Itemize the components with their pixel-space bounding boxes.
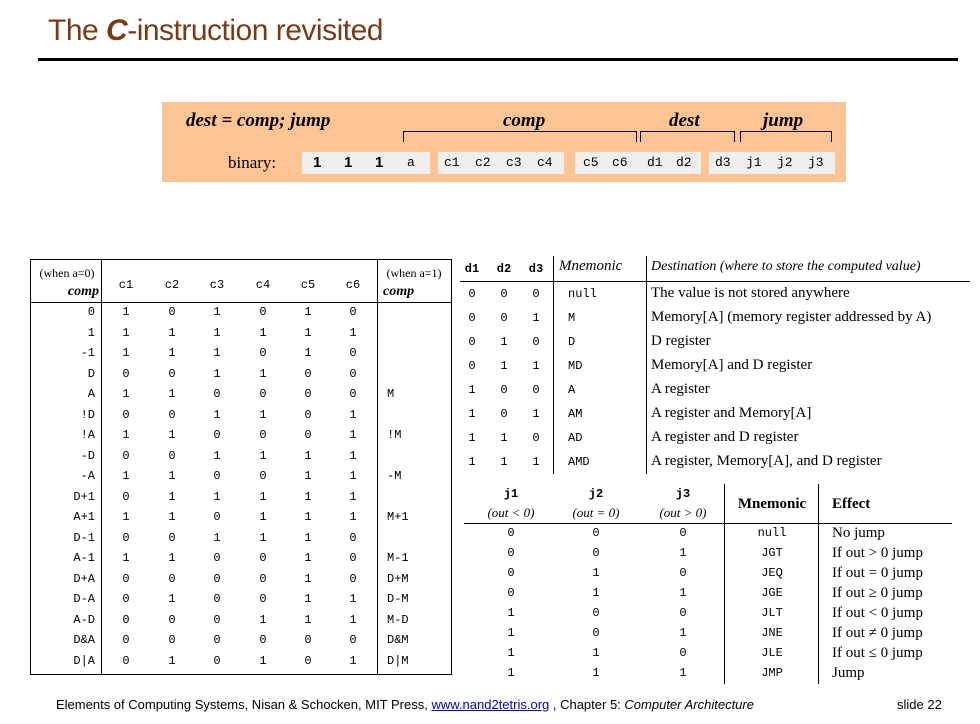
comp-bit-cell: 1 <box>304 326 312 340</box>
dest-mnemonic: M <box>568 311 576 325</box>
comp-col-header: c3 <box>209 278 225 292</box>
dest-bit: d3 <box>715 155 731 170</box>
jump-header-j3-cond: (out > 0) <box>659 505 707 520</box>
jump-table <box>464 484 952 684</box>
comp-bit-cell: 0 <box>259 572 267 586</box>
jump-bit-cell: 1 <box>679 666 687 680</box>
slide-title: The C-instruction revisited <box>48 14 383 47</box>
comp-bit-cell: 1 <box>349 654 357 668</box>
jump-effect: If out > 0 jump <box>832 545 923 561</box>
jump-bit-cell: 0 <box>592 626 600 640</box>
comp-dest-bits-group <box>575 152 701 174</box>
comp-a0-mnemonic: 0 <box>87 305 95 319</box>
dest-bit-cell: 0 <box>468 335 476 349</box>
dest-header-d2: d2 <box>496 262 512 276</box>
jump-mnemonic: null <box>757 526 787 540</box>
comp-a1-mnemonic: M-D <box>387 613 409 627</box>
comp-bit-cell: 0 <box>122 572 130 586</box>
dest-bit-cell: 0 <box>500 383 508 397</box>
comp-bit-cell: 1 <box>122 387 130 401</box>
dest-bit-cell: 0 <box>532 287 540 301</box>
dest-bit-cell: 1 <box>468 383 476 397</box>
comp-bit-cell: 0 <box>349 572 357 586</box>
dest-bracket <box>640 131 735 142</box>
comp-bit-cell: 1 <box>168 326 176 340</box>
comp-a1-mnemonic: M <box>387 387 395 401</box>
comp-bit-cell: 1 <box>304 551 312 565</box>
comp-a0-mnemonic: D <box>87 367 95 381</box>
comp-bit-cell: 0 <box>259 428 267 442</box>
jump-effect: If out ≥ 0 jump <box>832 585 923 601</box>
comp-bit-cell: 1 <box>213 367 221 381</box>
comp-table-header-rule <box>31 302 451 303</box>
comp-a0-note: (when a=0) <box>39 266 95 280</box>
comp-bit-cell: 0 <box>122 531 130 545</box>
jump-bit-cell: 1 <box>679 546 687 560</box>
comp-a0-mnemonic: D|A <box>73 654 95 668</box>
comp-a0-header: comp <box>67 284 99 299</box>
comp-bit-cell: 1 <box>304 490 312 504</box>
comp-a0-mnemonic: D+A <box>73 572 95 586</box>
comp-bit-cell: 1 <box>168 469 176 483</box>
title-c-emphasis: C <box>106 14 128 47</box>
dest-mnemonic: AM <box>568 407 583 421</box>
comp-bit-cell: 0 <box>349 387 357 401</box>
comp-a0-mnemonic: A-1 <box>73 551 95 565</box>
dest-bit-cell: 1 <box>532 311 540 325</box>
prefix-bit: 1 <box>344 154 353 171</box>
jump-mnemonic: JLE <box>761 646 783 660</box>
dest-mnemonic: A <box>568 383 576 397</box>
jump-effect: Jump <box>832 665 865 681</box>
comp-bit-cell: 0 <box>259 305 267 319</box>
dest-description: Memory[A] (memory register addressed by A) <box>651 309 932 325</box>
comp-bit-cell: 1 <box>213 305 221 319</box>
comp-bit-cell: 0 <box>122 367 130 381</box>
jump-bit-cell: 0 <box>507 586 515 600</box>
comp-bit-cell: 0 <box>304 633 312 647</box>
comp-a0-mnemonic: D-A <box>73 592 95 606</box>
jump-effect: If out ≤ 0 jump <box>832 645 923 661</box>
jump-bit-cell: 1 <box>679 626 687 640</box>
comp-bracket <box>403 131 637 142</box>
comp-a0-mnemonic: -D <box>80 449 95 463</box>
comp-bit-cell: 1 <box>213 531 221 545</box>
jump-bit-cell: 0 <box>507 526 515 540</box>
jump-header-j1-cond: (out < 0) <box>487 505 535 520</box>
comp-bit-cell: 1 <box>122 551 130 565</box>
jump-bracket <box>740 131 832 142</box>
jump-bit-cell: 1 <box>592 646 600 660</box>
comp-bit-cell: 0 <box>213 592 221 606</box>
dest-field-label: dest <box>669 110 700 131</box>
slide-number: slide 22 <box>897 697 942 712</box>
dest-description: A register, Memory[A], and D register <box>651 453 882 469</box>
jump-bit-cell: 1 <box>592 666 600 680</box>
comp-bit-cell: 1 <box>168 490 176 504</box>
nand2tetris-link[interactable]: www.nand2tetris.org <box>431 697 550 712</box>
comp-a0-mnemonic: A+1 <box>73 510 95 524</box>
comp-bit-cell: 0 <box>168 613 176 627</box>
comp-bit: c2 <box>475 155 491 170</box>
comp-bit-cell: 1 <box>304 613 312 627</box>
jump-bit-cell: 1 <box>679 586 687 600</box>
dest-divider <box>646 256 647 474</box>
prefix-bit: 1 <box>375 154 384 171</box>
dest-bit-cell: 0 <box>532 431 540 445</box>
comp-bit-cell: 0 <box>168 367 176 381</box>
comp-bit-cell: 1 <box>349 469 357 483</box>
prefix-bits <box>302 152 430 174</box>
comp-a0-mnemonic: !A <box>80 428 95 442</box>
comp-bit-cell: 1 <box>259 408 267 422</box>
dest-description: A register <box>651 381 710 397</box>
dest-header-mnemonic: Mnemonic <box>559 258 623 274</box>
comp-a0-mnemonic: !D <box>80 408 95 422</box>
comp-a0-mnemonic: D+1 <box>73 490 95 504</box>
footer: Elements of Computing Systems, Nisan & Schocken, MIT Press, www.nand2tetris.org , Chapter 5: Computer Architecture <box>56 697 754 712</box>
comp-col-header: c5 <box>300 278 316 292</box>
comp-a0-mnemonic: A <box>87 387 95 401</box>
comp-bit-cell: 1 <box>259 654 267 668</box>
comp-a1-mnemonic: D&M <box>387 633 409 647</box>
jump-header-j2: j2 <box>588 487 604 501</box>
jump-effect: If out < 0 jump <box>832 605 923 621</box>
jump-mnemonic: JGE <box>761 586 783 600</box>
comp-bit-cell: 1 <box>304 510 312 524</box>
comp-bit-cell: 1 <box>349 613 357 627</box>
comp-bit-cell: 0 <box>213 633 221 647</box>
jump-bit-cell: 1 <box>507 666 515 680</box>
syntax-label: dest = comp; jump <box>186 110 331 131</box>
comp-bit-cell: 1 <box>304 469 312 483</box>
comp-a1-header: comp <box>383 284 415 299</box>
comp-bit-cell: 1 <box>168 551 176 565</box>
comp-bit-cell: 1 <box>122 346 130 360</box>
comp-bit-cell: 0 <box>349 633 357 647</box>
jump-bit-cell: 0 <box>679 606 687 620</box>
comp-bit-cell: 0 <box>168 305 176 319</box>
comp-bit-cell: 1 <box>122 326 130 340</box>
comp-col-header: c1 <box>118 278 134 292</box>
comp-bit-cell: 1 <box>304 572 312 586</box>
dest-bit-cell: 0 <box>500 311 508 325</box>
comp-bit-cell: 1 <box>259 613 267 627</box>
jump-divider <box>724 484 725 684</box>
comp-a1-mnemonic: M-1 <box>387 551 409 565</box>
dest-header-rule <box>460 281 970 282</box>
comp-table-divider <box>101 260 102 674</box>
jump-bit: j2 <box>777 155 793 170</box>
comp-bit-cell: 1 <box>122 510 130 524</box>
jump-bit-cell: 0 <box>592 606 600 620</box>
jump-mnemonic: JMP <box>761 666 783 680</box>
dest-bit-cell: 0 <box>532 335 540 349</box>
jump-bit-cell: 0 <box>592 546 600 560</box>
chapter-title: Computer Architecture <box>624 697 754 712</box>
dest-bit-cell: 1 <box>468 455 476 469</box>
dest-header-destination: Destination (where to store the computed value) <box>651 259 921 274</box>
comp-bit-cell: 0 <box>349 367 357 381</box>
jump-bit-cell: 0 <box>679 526 687 540</box>
comp-bit-cell: 1 <box>168 654 176 668</box>
comp-bit-cell: 0 <box>304 428 312 442</box>
dest-bit-cell: 1 <box>500 455 508 469</box>
comp-bit-cell: 1 <box>259 367 267 381</box>
comp-bit: c6 <box>612 155 628 170</box>
comp-bit-cell: 0 <box>349 346 357 360</box>
comp-bit-cell: 0 <box>213 428 221 442</box>
dest-bit-cell: 1 <box>500 431 508 445</box>
comp-bit-cell: 0 <box>168 449 176 463</box>
comp-bit-cell: 0 <box>168 408 176 422</box>
comp-table <box>30 259 452 675</box>
comp-bit-cell: 0 <box>213 510 221 524</box>
dest-jump-bits-group <box>709 152 835 174</box>
jump-mnemonic: JNE <box>761 626 783 640</box>
dest-bit-cell: 0 <box>532 383 540 397</box>
jump-effect: If out ≠ 0 jump <box>832 625 923 641</box>
comp-bit-cell: 0 <box>122 654 130 668</box>
comp-bit-cell: 1 <box>168 510 176 524</box>
dest-description: The value is not stored anywhere <box>651 285 850 301</box>
dest-bit-cell: 0 <box>500 407 508 421</box>
comp-field-label: comp <box>503 110 546 131</box>
jump-header-rule <box>464 523 952 524</box>
jump-bit: j1 <box>746 155 762 170</box>
comp-bit-cell: 1 <box>349 326 357 340</box>
dest-bit-cell: 0 <box>500 287 508 301</box>
jump-header-j3: j3 <box>675 487 691 501</box>
comp-col-header: c4 <box>255 278 271 292</box>
comp-bit: c5 <box>583 155 599 170</box>
comp-bit-cell: 0 <box>259 387 267 401</box>
comp-bit-cell: 0 <box>304 408 312 422</box>
comp-a1-mnemonic: D+M <box>387 572 409 586</box>
dest-mnemonic: D <box>568 335 576 349</box>
comp-bit-cell: 1 <box>213 449 221 463</box>
dest-mnemonic: AMD <box>568 455 590 469</box>
comp-bit-cell: 0 <box>304 367 312 381</box>
comp-bit-cell: 1 <box>304 346 312 360</box>
jump-divider <box>818 484 819 684</box>
dest-bit-cell: 1 <box>532 455 540 469</box>
title-rule <box>38 58 958 61</box>
comp-a0-mnemonic: 1 <box>87 326 95 340</box>
comp-bit-cell: 1 <box>304 531 312 545</box>
dest-divider <box>553 256 554 474</box>
comp-a0-mnemonic: D&A <box>73 633 95 647</box>
comp-bit-cell: 0 <box>122 449 130 463</box>
jump-bit-cell: 0 <box>592 526 600 540</box>
comp-bit-cell: 0 <box>259 633 267 647</box>
comp-bit-cell: 1 <box>259 490 267 504</box>
dest-header-d1: d1 <box>464 262 480 276</box>
comp-bit-cell: 1 <box>213 490 221 504</box>
dest-bit-cell: 1 <box>500 335 508 349</box>
comp-a1-mnemonic: !M <box>387 428 402 442</box>
comp-bit-cell: 1 <box>168 428 176 442</box>
comp-a0-mnemonic: -A <box>80 469 95 483</box>
comp-bit-cell: 1 <box>213 346 221 360</box>
dest-bit-cell: 0 <box>468 287 476 301</box>
jump-bit-cell: 0 <box>679 566 687 580</box>
dest-bit-cell: 1 <box>468 431 476 445</box>
comp-bit-cell: 0 <box>213 469 221 483</box>
comp-a0-mnemonic: D-1 <box>73 531 95 545</box>
comp-bit-cell: 1 <box>349 428 357 442</box>
comp-bit-cell: 1 <box>122 469 130 483</box>
jump-header-mnemonic: Mnemonic <box>737 496 807 512</box>
jump-bit-cell: 0 <box>679 646 687 660</box>
comp-bit-cell: 1 <box>349 592 357 606</box>
a-bit: a <box>407 155 415 170</box>
prefix-bit: 1 <box>313 154 322 171</box>
comp-bit-cell: 1 <box>259 531 267 545</box>
comp-a0-mnemonic: A-D <box>73 613 95 627</box>
comp-bit-cell: 1 <box>168 387 176 401</box>
comp-bit-cell: 1 <box>304 592 312 606</box>
comp-bit-cell: 1 <box>213 326 221 340</box>
jump-header-j2-cond: (out = 0) <box>572 505 620 520</box>
jump-mnemonic: JEQ <box>761 566 783 580</box>
comp-bit-cell: 1 <box>168 592 176 606</box>
comp-a0-mnemonic: -1 <box>80 346 95 360</box>
comp-bit: c1 <box>444 155 460 170</box>
jump-bit-cell: 1 <box>592 566 600 580</box>
comp-a1-note: (when a=1) <box>386 266 442 280</box>
comp-bit-cell: 0 <box>259 551 267 565</box>
comp-bit-cell: 0 <box>122 613 130 627</box>
comp-bit-cell: 0 <box>259 346 267 360</box>
comp-table-divider <box>377 260 378 674</box>
comp-bit-cell: 1 <box>122 428 130 442</box>
dest-description: A register and Memory[A] <box>651 405 812 421</box>
instruction-format-box <box>162 102 846 182</box>
dest-description: Memory[A] and D register <box>651 357 813 373</box>
comp-bit-cell: 0 <box>122 490 130 504</box>
dest-bit-cell: 1 <box>468 407 476 421</box>
comp-bit: c4 <box>537 155 553 170</box>
dest-table <box>460 256 970 474</box>
jump-field-label: jump <box>763 110 804 131</box>
jump-bit: j3 <box>808 155 824 170</box>
jump-bit-cell: 0 <box>507 546 515 560</box>
comp-bit: c3 <box>506 155 522 170</box>
comp-bit-cell: 0 <box>168 633 176 647</box>
dest-mnemonic: AD <box>568 431 583 445</box>
dest-bit-cell: 0 <box>468 359 476 373</box>
comp-bit-cell: 0 <box>122 633 130 647</box>
jump-bit-cell: 1 <box>507 626 515 640</box>
jump-header-j1: j1 <box>503 487 519 501</box>
dest-description: D register <box>651 333 711 349</box>
comp-a1-mnemonic: D|M <box>387 654 409 668</box>
dest-bit: d1 <box>647 155 663 170</box>
comp-bit-cell: 0 <box>168 531 176 545</box>
comp-bit-cell: 0 <box>259 469 267 483</box>
comp-bits-group-a <box>438 152 564 174</box>
dest-bit-cell: 1 <box>532 359 540 373</box>
comp-a1-mnemonic: M+1 <box>387 510 409 524</box>
jump-bit-cell: 1 <box>507 606 515 620</box>
dest-bit-cell: 1 <box>532 407 540 421</box>
dest-bit-cell: 0 <box>468 311 476 325</box>
jump-effect: If out = 0 jump <box>832 565 923 581</box>
comp-bit-cell: 0 <box>349 531 357 545</box>
comp-bit-cell: 1 <box>259 449 267 463</box>
jump-mnemonic: JGT <box>761 546 783 560</box>
dest-mnemonic: MD <box>568 359 583 373</box>
dest-description: A register and D register <box>651 429 799 445</box>
comp-bit-cell: 1 <box>349 510 357 524</box>
jump-bit-cell: 1 <box>507 646 515 660</box>
comp-bit-cell: 0 <box>304 387 312 401</box>
dest-bit: d2 <box>676 155 692 170</box>
comp-a1-mnemonic: D-M <box>387 592 409 606</box>
comp-bit-cell: 1 <box>304 305 312 319</box>
comp-bit-cell: 0 <box>349 305 357 319</box>
comp-bit-cell: 0 <box>213 613 221 627</box>
dest-bit-cell: 1 <box>500 359 508 373</box>
comp-bit-cell: 0 <box>213 387 221 401</box>
comp-bit-cell: 0 <box>122 592 130 606</box>
comp-bit-cell: 0 <box>168 572 176 586</box>
dest-mnemonic: null <box>568 287 597 301</box>
comp-bit-cell: 1 <box>349 449 357 463</box>
comp-bit-cell: 1 <box>259 510 267 524</box>
comp-bit-cell: 1 <box>259 326 267 340</box>
jump-header-effect: Effect <box>832 496 871 512</box>
comp-bit-cell: 0 <box>122 408 130 422</box>
comp-bit-cell: 0 <box>259 592 267 606</box>
comp-bit-cell: 0 <box>213 654 221 668</box>
comp-a1-mnemonic: -M <box>387 469 402 483</box>
comp-bit-cell: 0 <box>304 654 312 668</box>
comp-bit-cell: 1 <box>349 408 357 422</box>
comp-bit-cell: 0 <box>349 551 357 565</box>
binary-label: binary: <box>228 153 277 172</box>
dest-header-d3: d3 <box>528 262 544 276</box>
jump-bit-cell: 1 <box>592 586 600 600</box>
comp-bit-cell: 1 <box>213 408 221 422</box>
comp-bit-cell: 1 <box>122 305 130 319</box>
jump-effect: No jump <box>832 525 885 541</box>
comp-bit-cell: 0 <box>213 551 221 565</box>
comp-bit-cell: 1 <box>304 449 312 463</box>
comp-col-header: c2 <box>164 278 180 292</box>
jump-mnemonic: JLT <box>761 606 783 620</box>
comp-bit-cell: 1 <box>349 490 357 504</box>
comp-bit-cell: 0 <box>213 572 221 586</box>
comp-bit-cell: 1 <box>168 346 176 360</box>
jump-bit-cell: 0 <box>507 566 515 580</box>
comp-col-header: c6 <box>345 278 361 292</box>
